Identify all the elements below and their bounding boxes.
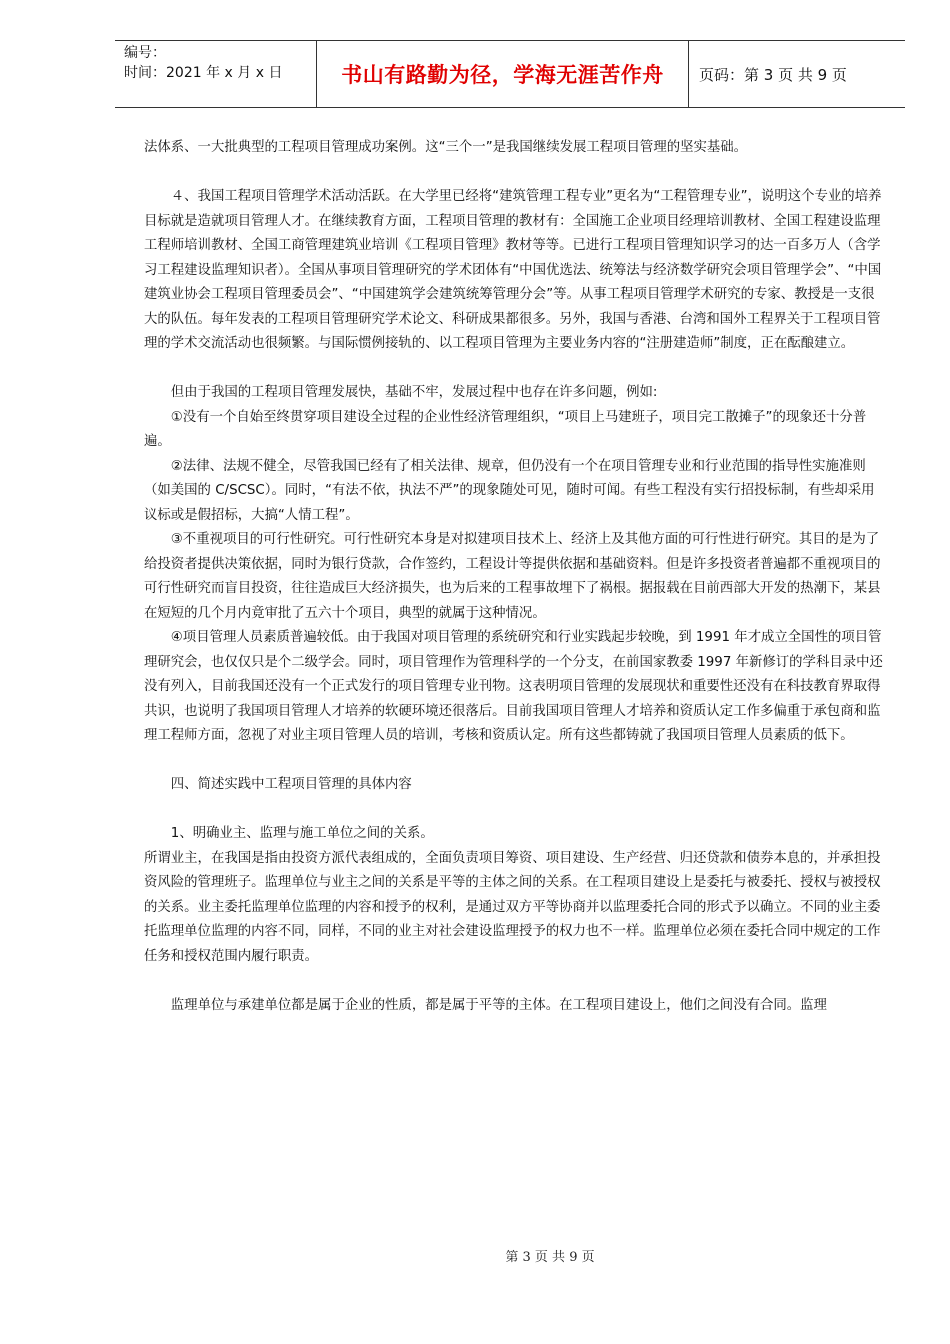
paragraph: 监理单位与承建单位都是属于企业的性质，都是属于平等的主体。在工程项目建设上，他们之间没有合同。监理 xyxy=(170,997,827,1013)
section-heading: 四、简述实践中工程项目管理的具体内容 xyxy=(170,777,412,792)
list-item: ①没有一个自始至终贯穿项目建设全过程的企业性经济管理组织，“项目上马建班子，项目完工散摊子”的现象还十分普遍。 xyxy=(144,409,867,449)
header-motto: 书山有路勤为径，学海无涯苦作舟 xyxy=(316,41,689,107)
page-footer: 第 3 页 共 9 页 xyxy=(505,1250,595,1265)
list-item: ③不重视项目的可行性研究。可行性研究本身是对拟建项目技术上、经济上及其他方面的可行性进行研究。其目的是为了给投资者提供决策依据，同时为银行贷款，合作签约，工程设计等提供依据和基础资料。但是许多投资者普遍都不重视项目的可行性研究而盲目投资，往往造成巨大经济损失，也为后来的工程事故埋下了祸根。据报载在目前西部大开发的热潮下，某县在短短的几个月内竟审批了五六十个项目，典型的就属于这种情况。 xyxy=(144,532,881,621)
list-item: ②法律、法规不健全，尽管我国已经有了相关法律、规章，但仍没有一个在项目管理专业和行业范围的指导性实施准则（如美国的 C/SCSC）。同时，“有法不依，执法不严”的现象随处可见，随时可闻。有些工程没有实行招投标制，有些却采用议标或是假招标，大搞“人情工程”。 xyxy=(144,458,875,523)
paragraph: ４、我国工程项目管理学术活动活跃。在大学里已经将“建筑管理工程专业”更名为“工程管理专业”，说明这个专业的培养目标就是造就项目管理人才。在继续教育方面，工程项目管理的教材有：全国施工企业项目经理培训教材、全国工程建设监理工程师培训教材、全国工商管理建筑业培训《工程项目管理》教材等等。已进行工程项目管理知识学习的达一百多万人（含学习工程建设监理知识者）。全国从事项目管理研究的学术团体有“中国优选法、统筹法与经济数学研究会项目管理学会”、“中国建筑业协会工程项目管理委员会”、“中国建筑学会建筑统筹管理分会”等。从事工程项目管理学术研究的专家、教授是一支很大的队伍。每年发表的工程项目管理研究学术论文、科研成果都很多。另外，我国与香港、台湾和国外工程界关于工程项目管理的学术交流活动也很频繁。与国际惯例接轨的、以工程项目管理为主要业务内容的“注册建造师”制度，正在酝酿建立。 xyxy=(144,189,882,351)
document-number-label: 编号： xyxy=(124,45,166,61)
page-header xyxy=(115,40,905,108)
header-meta xyxy=(115,41,316,107)
list-item: ④项目管理人员素质普遍较低。由于我国对项目管理的系统研究和行业实践起步较晚，到 1991 年才成立全国性的项目管理研究会，也仅仅只是个二级学会。同时，项目管理作为管理科学的一个分支，在前国家教委 1997 年新修订的学科目录中还没有列入，目前我国还没有一个正式发行的项目管理专业刊物。这表明项目管理的发展现状和重要性还没有在科技教育界取得共识，也说明了我国项目管理人才培养的软硬环境还很落后。目前我国项目管理人才培养和资质认定工作多偏重于承包商和监理工程师方面，忽视了对业主项目管理人员的培训，考核和资质认定。所有这些都铸就了我国项目管理人员素质的低下。 xyxy=(144,630,883,743)
subsection-heading: 1、明确业主、监理与施工单位之间的关系。 xyxy=(170,826,434,841)
header-page-info: 页码：第 3 页 共 9 页 xyxy=(699,65,847,84)
document-body xyxy=(144,136,884,1018)
paragraph: 法体系、一大批典型的工程项目管理成功案例。这“三个一”是我国继续发展工程项目管理的坚实基础。 xyxy=(144,140,748,155)
paragraph: 但由于我国的工程项目管理发展快，基础不牢，发展过程中也存在许多问题，例如: xyxy=(170,385,658,400)
paragraph: 所谓业主，在我国是指由投资方派代表组成的，全面负责项目筹资、项目建设、生产经营、归还贷款和债券本息的，并承担投资风险的管理班子。监理单位与业主之间的关系是平等的主体之间的关系。在工程项目建设上是委托与被委托、授权与被授权的关系。业主委托监理单位监理的内容和授予的权利，是通过双方平等协商并以监理委托合同的形式予以确立。不同的业主委托监理单位监理的内容不同，同样，不同的业主对社会建设监理授予的权力也不一样。监理单位必须在委托合同中规定的工作任务和授权范围内履行职责。 xyxy=(144,850,881,964)
document-time: 时间：2021 年 x 月 x 日 xyxy=(124,65,283,81)
